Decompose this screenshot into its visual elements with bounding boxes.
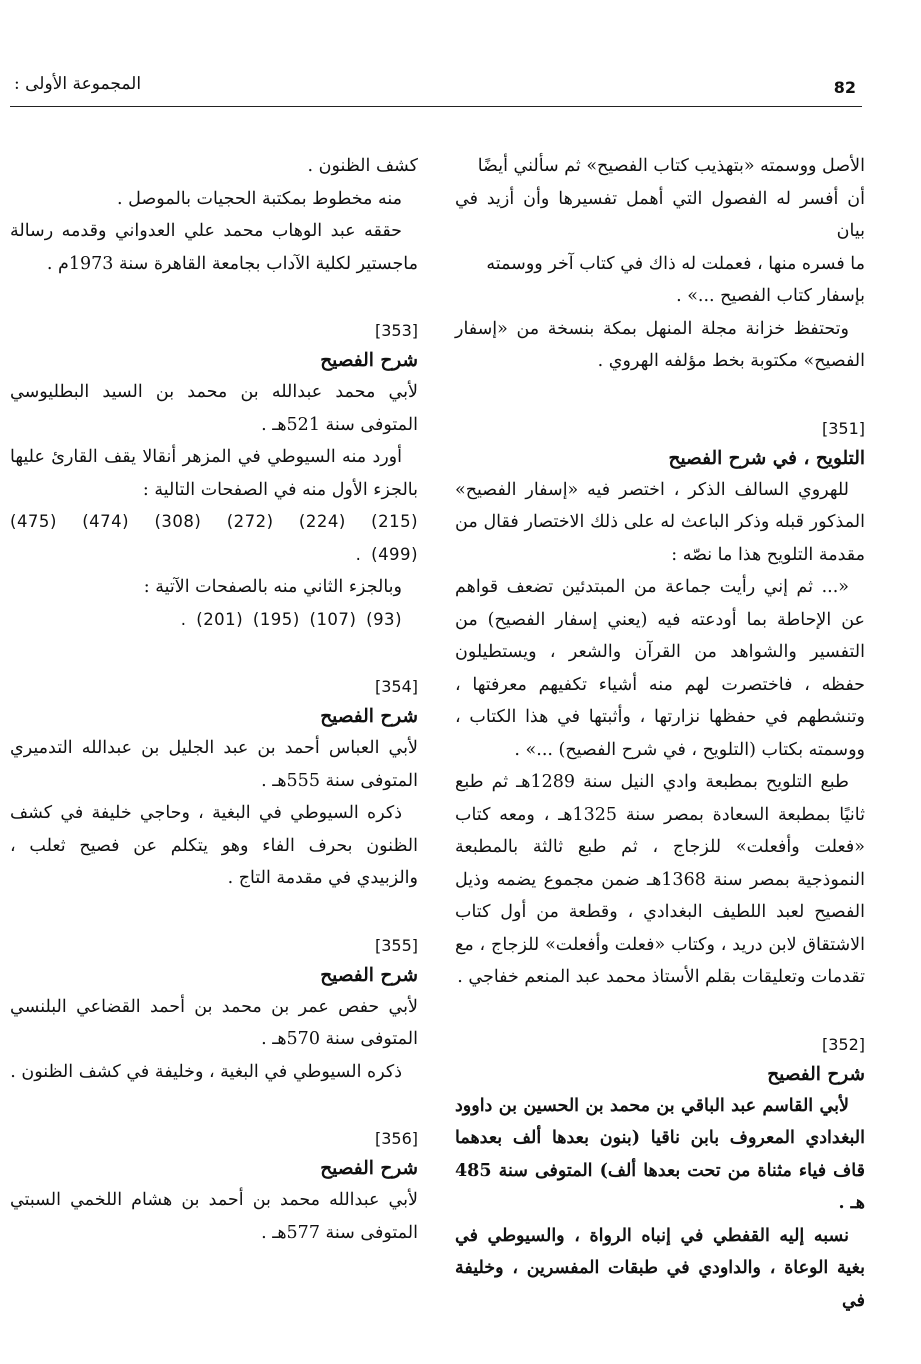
entry-351-para: للهروي السالف الذكر ، اختصر فيه «إسفار الفصيح» المذكور قبله وذكر الباعث له على ذلك الاختصار فقال من مقدمة التلويح هذا ما نصّه : xyxy=(455,479,865,565)
entry-number-353: [353] xyxy=(374,321,418,340)
entry-number-354: [354] xyxy=(374,677,418,696)
entry-351-para: طبع التلويح بمطبعة وادي النيل سنة 1289هـ ثم طبع ثانيًا بمطبعة السعادة بمصر سنة 1325هـ ، ومعه كتاب «فعلت وأفعلت» للزجاج ، ثم طبع ثالثة بالمطبعة النموذجية بمصر سنة 1368هـ ضمن مجموع يضمه وذيل الفصيح لعبد اللطيف البغدادي ، وقطعة من أول كتاب الاشتقاق لابن دريد ، وكتاب «فعلت وأفعلت» للزجاج ، مع تقدمات وتعليقات بقلم الأستاذ محمد عبد المنعم خفاجي . xyxy=(455,772,865,987)
intro-line: الأصل ووسمته «بتهذيب كتاب الفصيح» ثم سألني أيضًا xyxy=(477,156,865,176)
page-refs-row: (215) (224) (272) (308) (474) (475) xyxy=(10,512,419,531)
intro-line: أن أفسر له الفصول التي أهمل تفسيرها وأن أزيد في بيان xyxy=(455,188,865,241)
entry-title-353: شرح الفصيح xyxy=(320,350,418,371)
entry-353-para: لأبي محمد عبدالله بن محمد بن السيد البطليوسي المتوفى سنة 521هـ . xyxy=(10,382,418,435)
intro-line: بإسفار كتاب الفصيح ...» . xyxy=(676,286,865,306)
entry-352-para: لأبي القاسم عبد الباقي بن محمد بن الحسين بن داوود البغدادي المعروف بابن ناقيا (بنون بعدها ألف بعدهما قاف فياء مثناة من تحت بعدها ألف) المتوفى سنة 485 هـ . xyxy=(455,1095,865,1213)
entry-title-351: التلويح ، في شرح الفصيح xyxy=(668,447,865,469)
entry-355-para: لأبي حفص عمر بن محمد بن أحمد القضاعي البلنسي المتوفى سنة 570هـ . xyxy=(10,996,418,1049)
entry-355-para: ذكره السيوطي في البغية ، وخليفة في كشف الظنون . xyxy=(10,1061,402,1082)
entry-354-para: ذكره السيوطي في البغية ، وحاجي خليفة في كشف الظنون بحرف الفاء وهو يتكلم عن فصيح ثعلب ، والزبيدي في مقدمة التاج . xyxy=(10,803,418,888)
entry-356-para: لأبي عبدالله محمد بن أحمد بن هشام اللخمي السبتي المتوفى سنة 577هـ . xyxy=(10,1190,418,1243)
entry-number-352: [352] xyxy=(821,1034,865,1054)
intro-line: ما فسره منها ، فعملت له ذاك في كتاب آخر ووسمته xyxy=(486,253,865,274)
left-top-line: منه مخطوط بمكتبة الحجيات بالموصل . xyxy=(117,188,402,209)
entry-353-para: أورد منه السيوطي في المزهر أنقالا يقف القارئ عليها بالجزء الأول منه في الصفحات التالية : xyxy=(10,447,418,500)
running-head: المجموعة الأولى : xyxy=(14,74,142,94)
entry-title-355: شرح الفصيح xyxy=(320,964,418,986)
right-column xyxy=(455,150,865,1317)
page-number: 82 xyxy=(833,78,856,97)
page-header xyxy=(10,70,862,107)
entry-number-356: [356] xyxy=(374,1129,418,1148)
left-top-line: حققه عبد الوهاب محمد علي العدواني وقدمه رسالة ماجستير لكلية الآداب بجامعة القاهرة سنة 1973م . xyxy=(10,221,418,274)
entry-number-351: [351] xyxy=(821,418,865,438)
entry-title-352: شرح الفصيح xyxy=(767,1063,865,1085)
page-refs-row: (93) (107) (195) (201) . xyxy=(180,609,402,629)
entry-351-quote: «... ثم إني رأيت جماعة من المبتدئين تضعف قواهم عن الإحاطة بما أودعته فيه (يعني إسفار الفصيح) من التفسير والشواهد من القرآن والشعر ، ويستطيلون حفظه ، فاختصرت لهم منه أشياء تكفيهم معرفتها ، وتنشطهم في حفظها نزارتها ، وأثبتها في هذا الكتاب ، ووسمته بكتاب (التلويح ، في شرح الفصيح) ...» . xyxy=(455,577,865,760)
entry-353-para: وبالجزء الثاني منه بالصفحات الآتية : xyxy=(143,577,402,597)
entry-354-para: لأبي العباس أحمد بن عبد الجليل بن عبدالله التدميري المتوفى سنة 555هـ . xyxy=(10,738,418,791)
entry-number-355: [355] xyxy=(374,935,418,955)
left-top-line: كشف الظنون . xyxy=(307,156,418,176)
entry-title-356: شرح الفصيح xyxy=(320,1158,418,1179)
entry-352-para: نسبه إليه القفطي في إنباه الرواة ، والسيوطي في بغية الوعاة ، والداودي في طبقات المفسرين ، وخليفة في xyxy=(455,1225,865,1311)
entry-title-354: شرح الفصيح xyxy=(320,706,418,727)
page-refs-row-end: (499) . xyxy=(355,544,418,564)
intro-note: وتحتفظ خزانة مجلة المنهل بمكة بنسخة من «إسفار الفصيح» مكتوبة بخط مؤلفه الهروي . xyxy=(455,318,865,371)
left-column xyxy=(10,150,418,1249)
